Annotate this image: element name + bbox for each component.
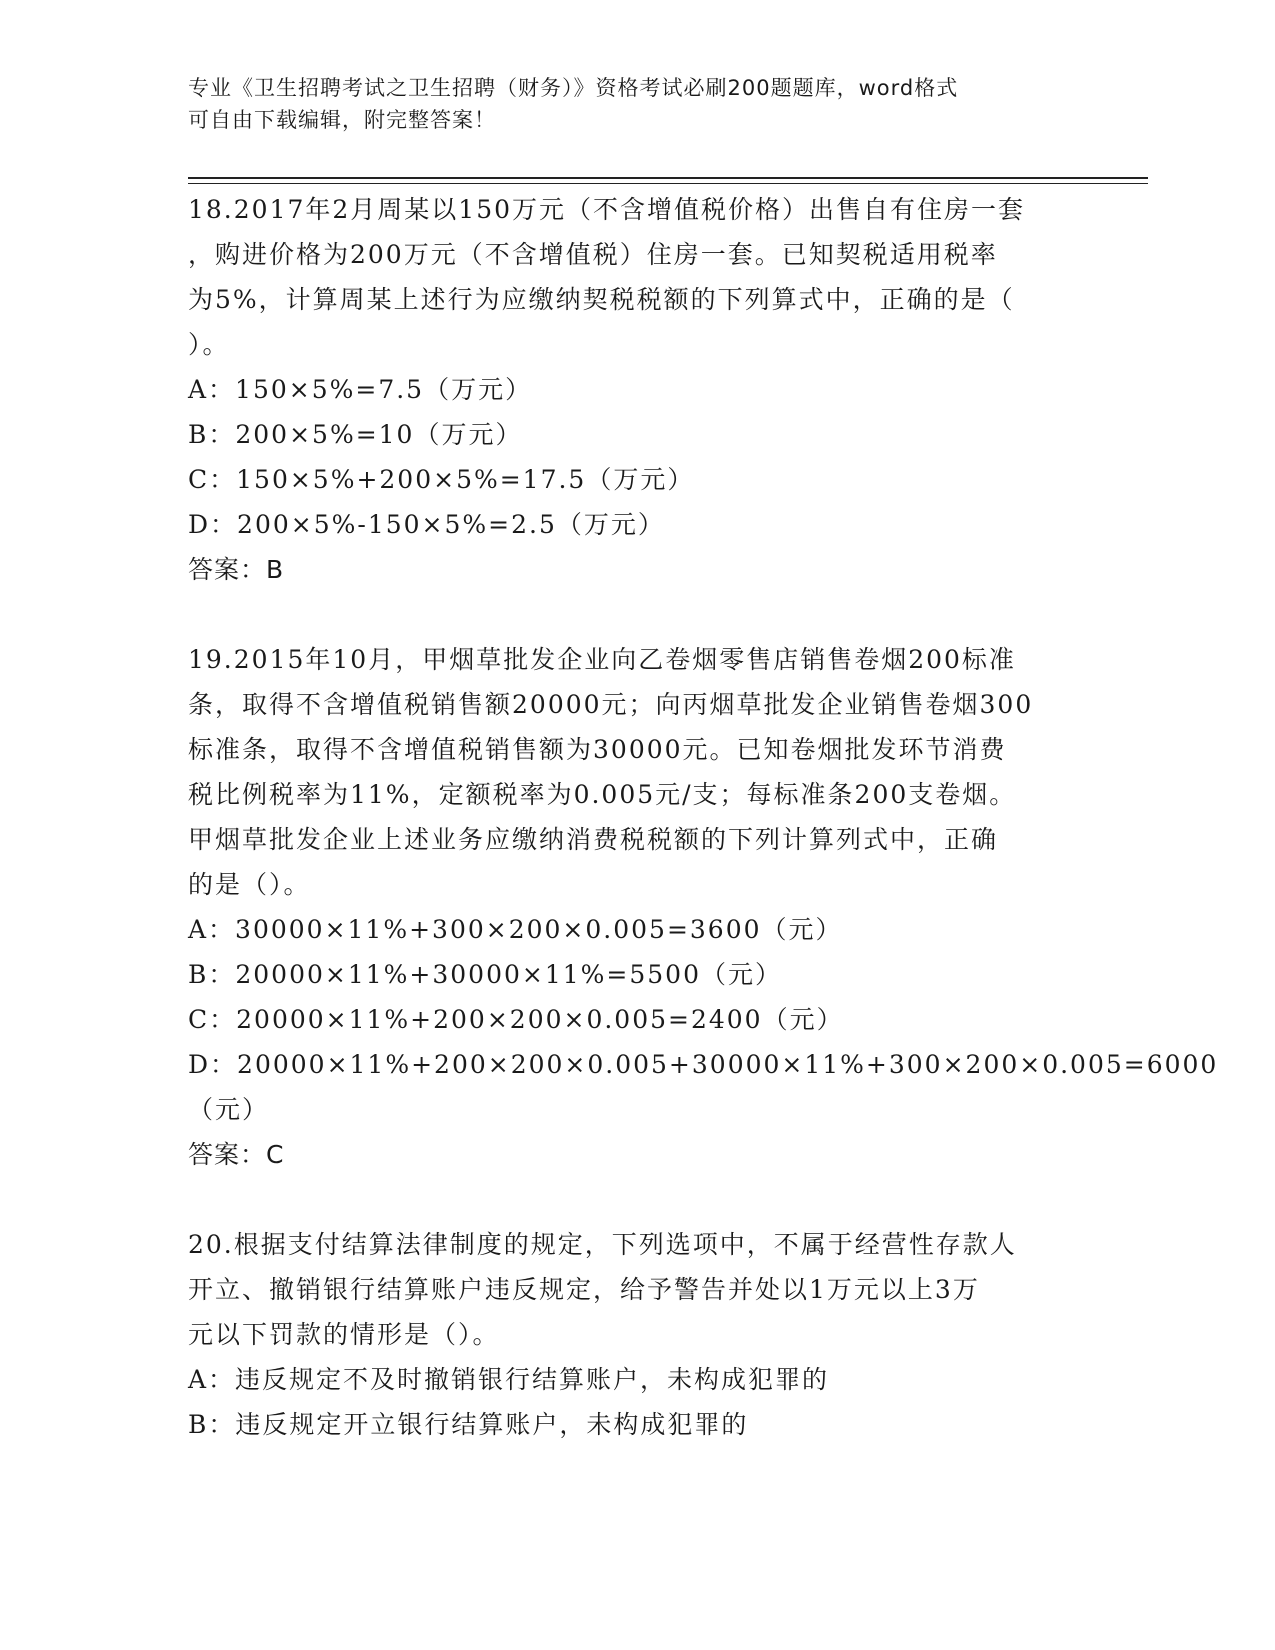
- header-line-2: 可自由下载编辑，附完整答案！: [188, 108, 496, 132]
- question-stem-line: 的是（）。: [188, 870, 311, 899]
- answer-line: 答案：B: [188, 555, 285, 584]
- option-c: C：20000×11%+200×200×0.005=2400（元）: [188, 1005, 844, 1034]
- question-stem-line: 甲烟草批发企业上述业务应缴纳消费税税额的下列计算列式中，正确: [188, 825, 999, 854]
- option-d-continued: （元）: [188, 1095, 270, 1124]
- option-c: C：150×5%+200×5%=17.5（万元）: [188, 465, 695, 494]
- question-stem-line: ，购进价格为200万元（不含增值税）住房一套。已知契税适用税率: [188, 240, 998, 269]
- question-stem-line: 条，取得不含增值税销售额20000元；向丙烟草批发企业销售卷烟300: [188, 690, 1034, 719]
- header-line-1: 专业《卫生招聘考试之卫生招聘（财务）》资格考试必刷200题题库，word格式: [188, 76, 959, 100]
- question-stem-line: 19.2015年10月，甲烟草批发企业向乙卷烟零售店销售卷烟200标准: [188, 645, 1016, 674]
- header-divider-thin: [188, 183, 1148, 184]
- question-stem-line: 税比例税率为11%，定额税率为0.005元/支；每标准条200支卷烟。: [188, 780, 1017, 809]
- spacer: [188, 592, 1148, 637]
- option-b: B：200×5%=10（万元）: [188, 420, 523, 449]
- question-stem-line: ）。: [188, 330, 230, 359]
- question-stem-line: 元以下罚款的情形是（）。: [188, 1320, 500, 1349]
- option-a: A：违反规定不及时撤销银行结算账户，未构成犯罪的: [188, 1365, 830, 1394]
- question-18: [188, 187, 1148, 592]
- option-b: B：违反规定开立银行结算账户，未构成犯罪的: [188, 1410, 749, 1439]
- header-divider-thick: [188, 177, 1148, 179]
- option-d: D：20000×11%+200×200×0.005+30000×11%+300×200×0.005=6000: [188, 1050, 1219, 1079]
- question-stem-line: 开立、撤销银行结算账户违反规定，给予警告并处以1万元以上3万: [188, 1275, 980, 1304]
- question-20: [188, 1222, 1148, 1447]
- question-stem-line: 标准条，取得不含增值税销售额为30000元。已知卷烟批发环节消费: [188, 735, 1007, 764]
- answer-line: 答案：C: [188, 1140, 285, 1169]
- question-stem-line: 为5%，计算周某上述行为应缴纳契税税额的下列算式中，正确的是（: [188, 285, 1015, 314]
- question-list: [188, 187, 1219, 1447]
- question-stem-line: 20.根据支付结算法律制度的规定，下列选项中，不属于经营性存款人: [188, 1230, 1017, 1259]
- question-stem-line: 18.2017年2月周某以150万元（不含增值税价格）出售自有住房一套: [188, 195, 1026, 224]
- option-b: B：20000×11%+30000×11%=5500（元）: [188, 960, 782, 989]
- option-d: D：200×5%-150×5%=2.5（万元）: [188, 510, 665, 539]
- question-19: [188, 637, 1219, 1177]
- document-header: [188, 72, 1088, 136]
- option-a: A：150×5%=7.5（万元）: [188, 375, 533, 404]
- spacer: [188, 1177, 1148, 1222]
- option-a: A：30000×11%+300×200×0.005=3600（元）: [188, 915, 843, 944]
